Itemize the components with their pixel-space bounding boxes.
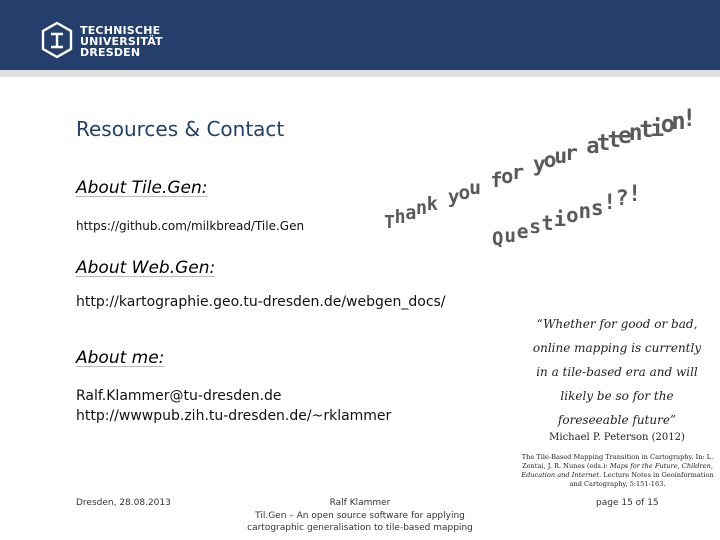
footer-author: Ralf Klammer [329, 498, 391, 508]
quote-line: foreseeable future” [557, 413, 677, 427]
wave-char: u [504, 223, 516, 247]
wave-char: y [533, 152, 546, 176]
wave-char: t [541, 211, 554, 236]
wave-char: h [394, 207, 406, 229]
wave-char: o [543, 148, 557, 174]
email-link[interactable]: Ralf.Klammer@tu-dresden.de [76, 388, 282, 404]
wave-char: a [405, 202, 417, 224]
wave-char: n [415, 198, 428, 220]
reference-book: Maps for the Future, Children, Education and Internet [521, 462, 713, 479]
quote-reference [520, 453, 715, 489]
slide-title: Resources & Contact [76, 117, 285, 141]
quote-line: “Whether for good or bad, [536, 317, 698, 331]
wave-char: t [639, 116, 654, 143]
quote-line: in a tile-based era and will [536, 365, 698, 379]
wave-char: o [660, 110, 675, 139]
university-wordmark [80, 25, 163, 58]
homepage-link[interactable]: http://wwwpub.zih.tu-dresden.de/~rklammer [76, 408, 392, 424]
wave-char: e [618, 123, 632, 150]
wave-char: ! [628, 182, 642, 207]
section-heading-webgen: About Web.Gen: [76, 258, 216, 278]
university-logo-icon [40, 20, 74, 60]
quote-line: online mapping is currently [532, 341, 702, 355]
wave-char: s [590, 194, 604, 220]
wave-char: o [458, 180, 471, 204]
wave-char: k [426, 193, 438, 215]
wave-char: a [586, 133, 600, 159]
wave-char: s [529, 215, 541, 239]
wave-char: r [511, 159, 525, 184]
wave-char: ? [615, 186, 629, 212]
footer-talk-title: Til.Gen – An open source software for applying cartographic generalisation to tile-based mapping [247, 511, 473, 533]
header-bar [0, 0, 720, 70]
wave-char: r [564, 140, 578, 166]
wave-char: e [516, 219, 529, 243]
header-divider [0, 70, 720, 77]
tilegen-link[interactable]: https://github.com/milkbread/Tile.Gen [76, 219, 305, 233]
quote-author: Michael P. Peterson (2012) [549, 432, 685, 443]
reference-series: . Lecture Notes in Geoinformation and Cartography, 5:151-163. [569, 471, 714, 488]
wordmark-line-3: DRESDEN [80, 46, 141, 59]
wave-char: T [384, 212, 395, 233]
wordmark-line-1: TECHNISCHE [80, 24, 161, 37]
wave-char: o [566, 202, 579, 227]
quote-line: likely be so for the [560, 389, 674, 403]
wordmark-line-2: UNIVERSITÄT [80, 35, 163, 48]
wave-char: o [501, 163, 514, 188]
quote-block [527, 312, 707, 432]
wave-char: f [490, 168, 503, 193]
wave-char: ! [603, 190, 617, 216]
wave-char: y [447, 185, 460, 209]
wave-char: t [607, 126, 622, 153]
wave-char: n [578, 198, 592, 223]
wave-char: n [628, 120, 643, 147]
wave-char: i [650, 113, 665, 142]
wave-char: i [553, 207, 567, 232]
reference-editors: In: L. Zentai, J. R. Nunes (eds.): [522, 453, 714, 470]
section-heading-tilegen: About Tile.Gen: [76, 178, 208, 198]
footer-page-number: page 15 of 15 [596, 498, 659, 508]
wave-char: ! [682, 104, 697, 132]
wave-char: u [469, 176, 482, 200]
reference-title: The Tile-Based Mapping Transition in Cartography. [521, 453, 694, 461]
wave-char: t [596, 130, 611, 157]
wave-char: u [554, 144, 568, 170]
wave-char: n [671, 107, 686, 136]
wave-char: Q [492, 228, 504, 250]
section-heading-about-me: About me: [76, 348, 165, 368]
webgen-link[interactable]: http://kartographie.geo.tu-dresden.de/webgen_docs/ [76, 294, 446, 310]
footer-date: Dresden, 28.08.2013 [76, 498, 171, 508]
